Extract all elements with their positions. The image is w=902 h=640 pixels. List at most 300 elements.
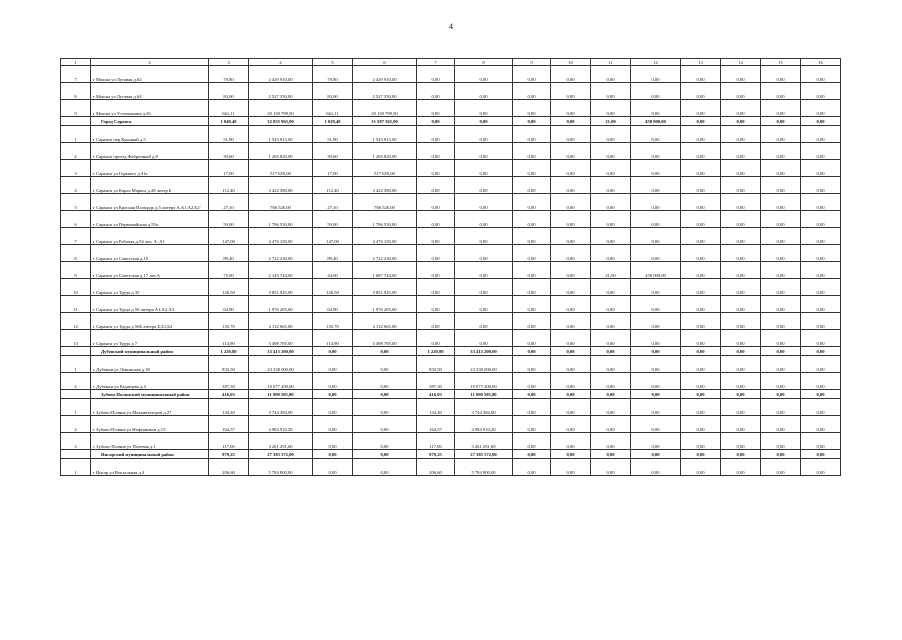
value-cell: 0,00 [455, 126, 513, 143]
value-cell: 0,00 [801, 416, 841, 433]
value-cell: 0,00 [631, 177, 681, 194]
value-cell: 0,00 [721, 143, 761, 160]
value-cell: 0,00 [417, 245, 455, 262]
value-cell: 0,00 [801, 194, 841, 211]
column-number: 8 [455, 59, 513, 66]
value-cell: 0,00 [513, 194, 551, 211]
value-cell: 0,00 [591, 279, 631, 296]
value-cell: 0,00 [551, 433, 591, 450]
value-cell: 0,00 [631, 211, 681, 228]
value-cell: 33 415 200,00 [455, 347, 513, 356]
value-cell: 0,00 [681, 373, 721, 390]
value-cell: 83,00 [209, 83, 249, 100]
value-cell: 0,00 [721, 330, 761, 347]
value-cell: 0,00 [721, 160, 761, 177]
value-cell: 0,00 [631, 450, 681, 459]
value-cell: 0,00 [721, 228, 761, 245]
address-cell: г Мокша ул Лугавая д.62 [91, 66, 209, 83]
value-cell: 0,00 [417, 211, 455, 228]
value-cell: 1 543 815,00 [249, 126, 313, 143]
value-cell: 0,00 [353, 390, 417, 399]
value-cell: 0,00 [591, 347, 631, 356]
value-cell: 0,00 [681, 262, 721, 279]
value-cell: 0,00 [313, 390, 353, 399]
value-cell: 0,00 [681, 83, 721, 100]
value-cell: 27 385 572,00 [455, 450, 513, 459]
value-cell: 0,00 [631, 126, 681, 143]
value-cell: 0,00 [721, 390, 761, 399]
subtotal-row [61, 390, 841, 399]
value-cell: 0,00 [631, 83, 681, 100]
value-cell: 0,00 [801, 83, 841, 100]
value-cell: 0,00 [681, 100, 721, 117]
column-number: 1 [61, 59, 91, 66]
value-cell: 0,00 [353, 450, 417, 459]
value-cell: 79,80 [209, 66, 249, 83]
value-cell: 517 650,00 [249, 160, 313, 177]
value-cell: 0,00 [761, 126, 801, 143]
value-cell: 0,00 [313, 399, 353, 416]
value-cell: 0,00 [455, 143, 513, 160]
value-cell: 0,00 [513, 459, 551, 476]
value-cell: 0,00 [551, 211, 591, 228]
value-cell: 0,00 [681, 399, 721, 416]
value-cell: 32 055 965,00 [249, 117, 313, 126]
column-number: 10 [551, 59, 591, 66]
value-cell: 0,00 [417, 83, 455, 100]
value-cell: 51,90 [313, 126, 353, 143]
value-cell: 0,00 [513, 373, 551, 390]
column-number: 16 [801, 59, 841, 66]
value-cell: 387,30 [209, 373, 249, 390]
column-number: 9 [513, 59, 551, 66]
row-number-cell: 7 [61, 228, 91, 245]
value-cell: 17,00 [209, 160, 249, 177]
subtotal-row [61, 117, 841, 126]
column-number: 5 [313, 59, 353, 66]
row-number-cell: 1 [61, 356, 91, 373]
value-cell: 0,00 [513, 313, 551, 330]
row-number-cell: 1 [61, 126, 91, 143]
value-cell: 0,00 [761, 177, 801, 194]
value-cell: 0,00 [455, 330, 513, 347]
value-cell: 0,00 [513, 279, 551, 296]
value-cell: 1 687 744,00 [353, 262, 417, 279]
value-cell: 0,00 [801, 126, 841, 143]
value-cell: 0,00 [801, 390, 841, 399]
address-cell: г Саранск ул Карла Маркса д.28 литер Б [91, 177, 209, 194]
value-cell: 3 851 925,00 [353, 279, 417, 296]
table-row [61, 433, 841, 450]
value-cell: 416,03 [417, 390, 455, 399]
value-cell: 0,00 [631, 330, 681, 347]
value-cell: 0,00 [513, 143, 551, 160]
value-cell: 2 722 230,00 [249, 245, 313, 262]
value-cell: 0,00 [761, 390, 801, 399]
address-cell: г Саранск ул Труда д.56 литера А1,А2,А3 [91, 296, 209, 313]
data-table [60, 58, 841, 476]
column-number: 2 [91, 59, 209, 66]
column-number-row [61, 59, 841, 66]
row-number-cell: 3 [61, 160, 91, 177]
value-cell: 2 527 350,00 [249, 83, 313, 100]
value-cell: 0,00 [761, 228, 801, 245]
value-cell: 1 543 815,00 [353, 126, 417, 143]
value-cell: 0,00 [513, 450, 551, 459]
column-number: 15 [761, 59, 801, 66]
address-cell: г Саранск проезд Фабричный д.8 [91, 143, 209, 160]
value-cell: 0,00 [761, 83, 801, 100]
value-cell: 0,00 [631, 416, 681, 433]
value-cell: 5 784 800,00 [455, 459, 513, 476]
value-cell: 4 984 910,20 [455, 416, 513, 433]
value-cell: 0,00 [513, 262, 551, 279]
value-cell: 0,00 [353, 373, 417, 390]
value-cell: 0,00 [681, 194, 721, 211]
value-cell: 0,00 [801, 279, 841, 296]
value-cell: 0,00 [591, 126, 631, 143]
value-cell: 0,00 [455, 160, 513, 177]
value-cell: 0,00 [761, 313, 801, 330]
value-cell: 0,00 [631, 194, 681, 211]
value-cell: 112,40 [209, 177, 249, 194]
address-cell: г Мокша ул Лугавая д.64 [91, 83, 209, 100]
row-number-cell: 12 [61, 313, 91, 330]
value-cell: 0,00 [761, 160, 801, 177]
table-row [61, 459, 841, 476]
value-cell: 0,00 [631, 347, 681, 356]
table-row [61, 66, 841, 83]
value-cell: 0,00 [681, 66, 721, 83]
address-cell: г Саранск пер Красный д.5 [91, 126, 209, 143]
value-cell: 0,00 [313, 433, 353, 450]
value-cell: 10 077 200,00 [249, 373, 313, 390]
value-cell: 0,00 [801, 296, 841, 313]
value-cell: 458 000,00 [631, 117, 681, 126]
value-cell: 0,00 [417, 160, 455, 177]
value-cell: 766 526,00 [353, 194, 417, 211]
value-cell: 0,00 [551, 450, 591, 459]
table-row [61, 279, 841, 296]
row-number-cell: 2 [61, 416, 91, 433]
value-cell: 0,00 [551, 66, 591, 83]
row-number-cell: 8 [61, 245, 91, 262]
value-cell: 387,30 [417, 373, 455, 390]
value-cell: 0,00 [681, 459, 721, 476]
value-cell: 0,00 [591, 373, 631, 390]
value-cell: 0,00 [631, 100, 681, 117]
value-cell: 0,00 [551, 143, 591, 160]
value-cell: 0,00 [417, 177, 455, 194]
value-cell: 0,00 [681, 450, 721, 459]
value-cell: 0,00 [761, 245, 801, 262]
value-cell: 0,00 [551, 279, 591, 296]
value-cell: 0,00 [551, 330, 591, 347]
address-cell: г Саранск ул Рабочая д.54 лит. А, А1 [91, 228, 209, 245]
value-cell: 33 415 200,00 [249, 347, 313, 356]
value-cell: 0,00 [721, 211, 761, 228]
value-cell: 0,00 [591, 245, 631, 262]
value-cell: 0,00 [353, 433, 417, 450]
page-number: 4 [449, 22, 453, 31]
value-cell: 0,00 [801, 117, 841, 126]
value-cell: 0,00 [513, 211, 551, 228]
value-cell: 64,90 [313, 296, 353, 313]
table-row [61, 143, 841, 160]
value-cell: 2 429 910,00 [353, 66, 417, 83]
value-cell: 114,90 [209, 330, 249, 347]
table-row [61, 228, 841, 245]
value-cell: 0,00 [721, 117, 761, 126]
address-cell: с Дубенки ул Радищева д.4 [91, 373, 209, 390]
table-row [61, 373, 841, 390]
value-cell: 0,00 [721, 433, 761, 450]
value-cell: 1 220,80 [417, 347, 455, 356]
value-cell: 0,00 [721, 126, 761, 143]
value-cell: 0,00 [417, 194, 455, 211]
value-cell: 0,00 [631, 313, 681, 330]
value-cell: 0,00 [681, 126, 721, 143]
value-cell: 0,00 [513, 228, 551, 245]
value-cell: 0,00 [801, 245, 841, 262]
value-cell: 0,00 [417, 313, 455, 330]
value-cell: 0,00 [801, 100, 841, 117]
value-cell: 0,00 [591, 100, 631, 117]
value-cell: 0,00 [761, 373, 801, 390]
value-cell: 0,00 [417, 100, 455, 117]
value-cell: 0,00 [591, 399, 631, 416]
value-cell: 0,00 [761, 117, 801, 126]
value-cell: 0,00 [721, 347, 761, 356]
value-cell: 0,00 [551, 228, 591, 245]
value-cell: 0,00 [721, 83, 761, 100]
value-cell: 0,00 [631, 160, 681, 177]
value-cell: 833,50 [417, 356, 455, 373]
value-cell: 0,00 [631, 66, 681, 83]
value-cell: 3 261 291,60 [249, 433, 313, 450]
row-number-cell [61, 347, 91, 356]
value-cell: 0,00 [801, 177, 841, 194]
value-cell: 979,25 [209, 450, 249, 459]
value-cell: 0,00 [455, 228, 513, 245]
column-number: 13 [681, 59, 721, 66]
value-cell: 1 976 205,00 [249, 296, 313, 313]
value-cell: 0,00 [417, 126, 455, 143]
value-cell: 0,00 [455, 117, 513, 126]
value-cell: 979,25 [417, 450, 455, 459]
value-cell: 0,00 [681, 296, 721, 313]
value-cell: 0,00 [721, 262, 761, 279]
row-number-cell: 10 [61, 279, 91, 296]
value-cell: 0,00 [513, 390, 551, 399]
value-cell: 1 205 820,00 [353, 143, 417, 160]
value-cell: 0,00 [417, 279, 455, 296]
value-cell: 0,00 [761, 416, 801, 433]
value-cell: 164,57 [209, 416, 249, 433]
value-cell: 10 077 200,00 [455, 373, 513, 390]
value-cell: 1 976 205,00 [353, 296, 417, 313]
address-cell: с Дубенки ул Ленинская д.38 [91, 356, 209, 373]
address-cell: Инсарский муниципальный район [91, 450, 209, 459]
table-row [61, 296, 841, 313]
value-cell: 0,00 [681, 416, 721, 433]
value-cell: 0,00 [591, 83, 631, 100]
address-cell: г Саранск ул Горького д.41а [91, 160, 209, 177]
value-cell: 0,00 [721, 177, 761, 194]
value-cell: 117,06 [209, 433, 249, 450]
value-cell: 1 040,40 [209, 117, 249, 126]
value-cell: 0,00 [551, 459, 591, 476]
address-cell: г Зубово-Поляна ул Механизаторов д.27 [91, 399, 209, 416]
value-cell: 0,00 [801, 228, 841, 245]
value-cell: 3 744 384,00 [455, 399, 513, 416]
value-cell: 0,00 [681, 279, 721, 296]
value-cell: 0,00 [417, 143, 455, 160]
column-number: 4 [249, 59, 313, 66]
value-cell: 0,00 [455, 100, 513, 117]
value-cell: 0,00 [721, 399, 761, 416]
value-cell: 0,00 [801, 160, 841, 177]
value-cell: 135,70 [209, 313, 249, 330]
value-cell: 4 476 150,00 [353, 228, 417, 245]
table-row [61, 313, 841, 330]
value-cell: 0,00 [801, 356, 841, 373]
value-cell: 0,00 [513, 245, 551, 262]
value-cell: 517 650,00 [353, 160, 417, 177]
value-cell: 0,00 [313, 356, 353, 373]
value-cell: 0,00 [681, 177, 721, 194]
value-cell: 0,00 [681, 433, 721, 450]
value-cell: 4 984 910,20 [249, 416, 313, 433]
address-cell: Город Саранск [91, 117, 209, 126]
value-cell: 0,00 [591, 313, 631, 330]
value-cell: 0,00 [681, 390, 721, 399]
table-body [61, 59, 841, 476]
value-cell: 0,00 [801, 313, 841, 330]
value-cell: 20 130 799,50 [249, 100, 313, 117]
value-cell: 89,40 [209, 245, 249, 262]
table-row [61, 245, 841, 262]
row-number-cell: 5 [61, 194, 91, 211]
value-cell: 0,00 [353, 459, 417, 476]
value-cell: 0,00 [591, 194, 631, 211]
value-cell: 0,00 [801, 373, 841, 390]
value-cell: 0,00 [721, 416, 761, 433]
value-cell: 0,00 [455, 194, 513, 211]
value-cell: 0,00 [761, 330, 801, 347]
value-cell: 59,00 [313, 211, 353, 228]
value-cell: 21,00 [591, 117, 631, 126]
value-cell: 0,00 [353, 347, 417, 356]
value-cell: 0,00 [591, 459, 631, 476]
value-cell: 0,00 [455, 245, 513, 262]
value-cell: 3 422 580,00 [353, 177, 417, 194]
value-cell: 0,00 [631, 228, 681, 245]
value-cell: 0,00 [313, 373, 353, 390]
value-cell: 0,00 [591, 143, 631, 160]
value-cell: 0,00 [801, 433, 841, 450]
table-row [61, 100, 841, 117]
value-cell: 83,00 [313, 83, 353, 100]
value-cell: 126,50 [313, 279, 353, 296]
value-cell: 0,00 [761, 433, 801, 450]
value-cell: 0,00 [721, 356, 761, 373]
value-cell: 0,00 [591, 356, 631, 373]
value-cell: 0,00 [417, 228, 455, 245]
table-row [61, 83, 841, 100]
value-cell: 44,00 [313, 262, 353, 279]
value-cell: 0,00 [417, 117, 455, 126]
value-cell: 0,00 [591, 211, 631, 228]
value-cell: 0,00 [353, 416, 417, 433]
value-cell: 0,00 [353, 356, 417, 373]
row-number-cell: 9 [61, 262, 91, 279]
row-number-cell: 6 [61, 211, 91, 228]
value-cell: 0,00 [681, 117, 721, 126]
value-cell: 0,00 [591, 177, 631, 194]
value-cell: 0,00 [455, 313, 513, 330]
table-row [61, 211, 841, 228]
value-cell: 0,00 [591, 66, 631, 83]
address-cell: г Саранск ул Красная Площадь д.5 литера А,А1,А2,Б,Г [91, 194, 209, 211]
value-cell: 0,00 [551, 347, 591, 356]
value-cell: 51,90 [209, 126, 249, 143]
value-cell: 0,00 [631, 143, 681, 160]
value-cell: 0,00 [721, 450, 761, 459]
value-cell: 206,60 [209, 459, 249, 476]
value-cell: 0,00 [455, 83, 513, 100]
row-number-cell: 1 [61, 459, 91, 476]
value-cell: 458 000,00 [631, 262, 681, 279]
value-cell: 0,00 [761, 66, 801, 83]
value-cell: 0,00 [801, 66, 841, 83]
value-cell: 0,00 [761, 211, 801, 228]
value-cell: 0,00 [551, 262, 591, 279]
column-number: 3 [209, 59, 249, 66]
value-cell: 661,11 [313, 100, 353, 117]
value-cell: 147,00 [313, 228, 353, 245]
value-cell: 135,70 [313, 313, 353, 330]
value-cell: 0,00 [761, 356, 801, 373]
value-cell: 164,57 [417, 416, 455, 433]
value-cell: 0,00 [681, 313, 721, 330]
value-cell: 0,00 [681, 228, 721, 245]
value-cell: 0,00 [591, 450, 631, 459]
value-cell: 0,00 [631, 433, 681, 450]
value-cell: 11 990 585,80 [455, 390, 513, 399]
address-cell: Дубенский муниципальный район [91, 347, 209, 356]
value-cell: 4 476 150,00 [249, 228, 313, 245]
value-cell: 4 132 065,00 [249, 313, 313, 330]
value-cell: 0,00 [455, 262, 513, 279]
value-cell: 0,00 [631, 296, 681, 313]
value-cell: 0,00 [513, 126, 551, 143]
value-cell: 0,00 [513, 66, 551, 83]
value-cell: 2 429 910,00 [249, 66, 313, 83]
value-cell: 0,00 [801, 399, 841, 416]
value-cell: 766 526,00 [249, 194, 313, 211]
value-cell: 0,00 [551, 416, 591, 433]
value-cell: 3 851 925,00 [249, 279, 313, 296]
value-cell: 0,00 [681, 143, 721, 160]
address-cell: г Саранск ул Труда д.35 [91, 279, 209, 296]
table-row [61, 262, 841, 279]
value-cell: 64,90 [209, 296, 249, 313]
value-cell: 75,00 [209, 262, 249, 279]
row-number-cell [61, 117, 91, 126]
value-cell: 833,50 [209, 356, 249, 373]
value-cell: 0,00 [761, 347, 801, 356]
